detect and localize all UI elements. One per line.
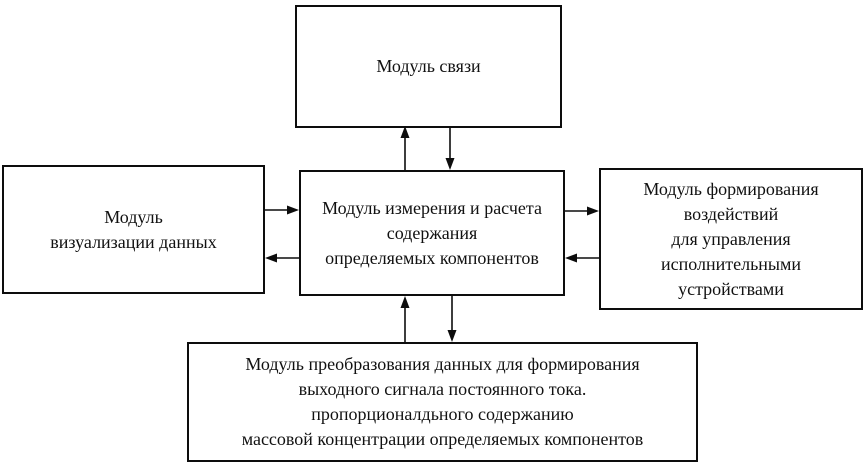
module-conversion-box: [187, 342, 698, 462]
arrow-visualization-to-measurement-icon: [265, 206, 299, 215]
arrow-measurement-to-communication-icon: [401, 126, 410, 170]
module-actuation-label-line: Модуль формирования: [643, 178, 819, 199]
arrow-communication-to-measurement-icon: [446, 128, 455, 170]
module-actuation-label-line: воздействий: [683, 203, 779, 224]
module-conversion-label-line: выходного сигнала постоянного тока.: [298, 379, 587, 399]
module-communication-box: [295, 5, 562, 128]
arrow-measurement-to-conversion-icon: [448, 296, 457, 342]
module-measurement-label-line: Модуль измерения и расчета: [322, 197, 542, 218]
module-communication-label: Модуль связи: [376, 56, 481, 76]
module-actuation-box: [599, 168, 863, 310]
module-actuation-label-line: для управления: [671, 228, 791, 249]
module-measurement-label-line: определяемых компонентов: [325, 247, 539, 268]
arrow-measurement-to-visualization-icon: [265, 254, 299, 263]
module-actuation-label-line: исполнительными: [660, 253, 802, 274]
module-conversion-label-line: Модуль преобразования данных для формирования: [245, 354, 640, 374]
arrow-measurement-to-actuation-icon: [565, 207, 599, 216]
module-conversion-label-line: пропорционалдьного содержанию: [311, 404, 574, 424]
module-measurement-box: [299, 170, 565, 296]
arrow-actuation-to-measurement-icon: [565, 254, 599, 263]
module-actuation-label-line: устройствами: [678, 278, 784, 299]
arrow-conversion-to-measurement-icon: [401, 296, 410, 342]
module-conversion-label-line: массовой концентрации определяемых компонентов: [241, 429, 644, 449]
module-measurement-label-line: содержания: [386, 222, 478, 243]
module-visualization-label-line: визуализации данных: [50, 231, 217, 252]
module-visualization-box: [2, 165, 265, 294]
module-visualization-label-line: Модуль: [104, 206, 163, 227]
